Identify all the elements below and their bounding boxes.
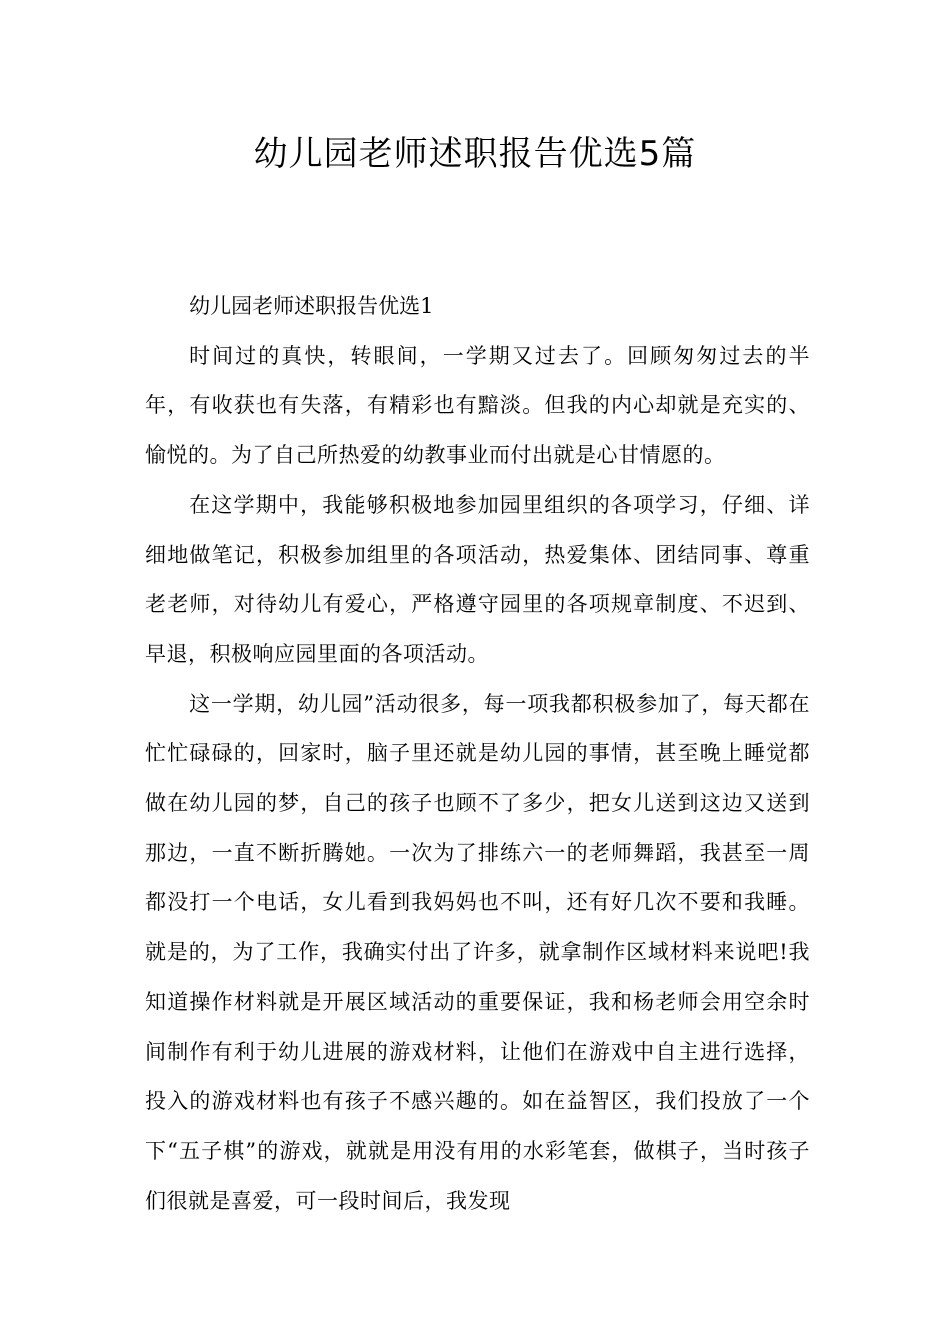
paragraph-1: 时间过的真快，转眼间，一学期又过去了。回顾匆匆过去的半年，有收获也有失落，有精彩也有黯淡。但我的内心却就是充实的、愉悦的。为了自己所热爱的幼教事业而付出就是心甘情愿的。 [145,343,810,468]
section-heading: 幼儿园老师述职报告优选1 [189,294,434,318]
document-title: 幼儿园老师述职报告优选5篇 [253,134,697,174]
paragraph-2: 在这学期中，我能够积极地参加园里组织的各项学习，仔细、详细地做笔记，积极参加组里的各项活动，热爱集体、团结同事、尊重老老师，对待幼儿有爱心，严格遵守园里的各项规章制度、不迟到、早退，积极响应园里面的各项活动。 [145,492,810,666]
paragraph-3: 这一学期，幼儿园”活动很多，每一项我都积极参加了，每天都在忙忙碌碌的，回家时，脑子里还就是幼儿园的事情，甚至晚上睡觉都做在幼儿园的梦，自己的孩子也顾不了多少，把女儿送到这边又送到那边，一直不断折腾她。一次为了排练六一的老师舞蹈，我甚至一周都没打一个电话，女儿看到我妈妈也不叫，还有好几次不要和我睡。就是的，为了工作，我确实付出了许多，就拿制作区域材料来说吧!我知道操作材料就是开展区域活动的重要保证，我和杨老师会用空余时间制作有利于幼儿进展的游戏材料，让他们在游戏中自主进行选择，投入的游戏材料也有孩子不感兴趣的。如在益智区，我们投放了一个下“五子棋”的游戏，就就是用没有用的水彩笔套，做棋子，当时孩子们很就是喜爱，可一段时间后，我发现 [145,691,810,1213]
document-body [145,282,810,1226]
